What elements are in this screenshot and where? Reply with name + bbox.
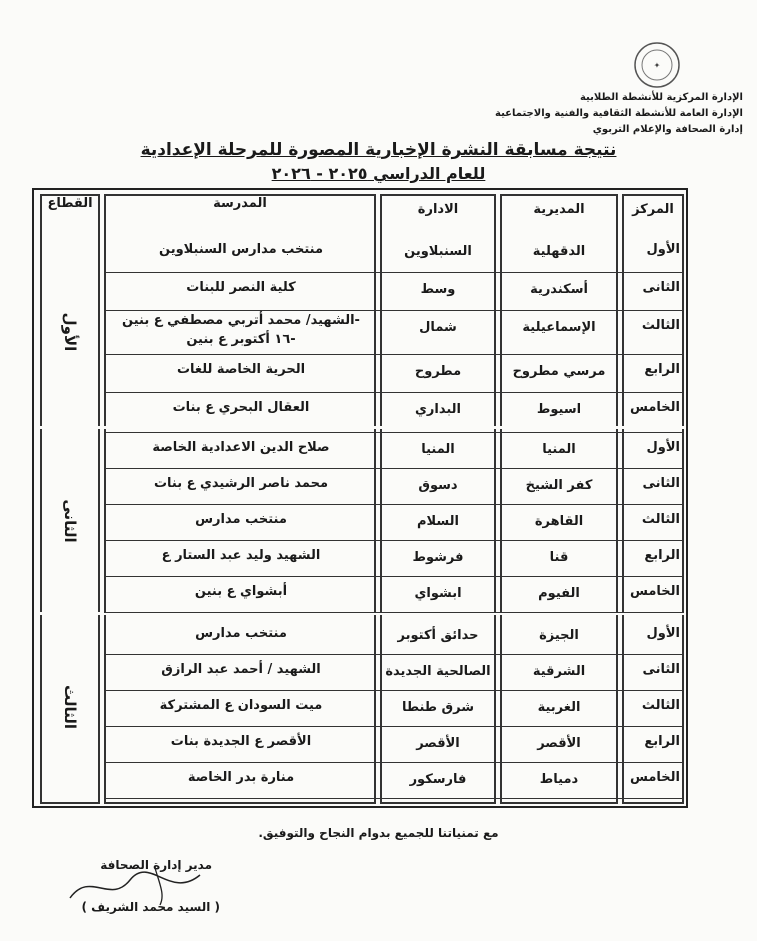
- cell-school: محمد ناصر الرشيدي ع بنات: [153, 476, 329, 491]
- cell-rank: الرابع: [644, 548, 680, 563]
- header-sector: القطاع: [47, 196, 93, 211]
- cell-rank: الثانى: [642, 280, 680, 295]
- header-administration: الادارة: [417, 202, 459, 217]
- cell-rank: الخامس: [629, 584, 680, 599]
- cell-rank: الثالث: [641, 512, 680, 527]
- org-line-2: الإدارة العامة للأنشطة الثقافية والفنية والاجتماعية: [495, 108, 743, 119]
- cell-directorate: القاهرة: [534, 514, 584, 529]
- header-school: المدرسة: [213, 196, 267, 211]
- cell-school: العقال البحري ع بنات: [172, 400, 310, 415]
- cell-school: أبشواي ع بنين: [194, 584, 288, 599]
- row-divider: [104, 654, 684, 655]
- header-rank: المركز: [632, 202, 674, 217]
- cell-administration: المنيا: [421, 442, 455, 457]
- cell-administration: السلام: [417, 514, 459, 529]
- cell-directorate: دمياط: [539, 772, 579, 787]
- cell-administration: دسوق: [418, 478, 458, 493]
- cell-administration: وسط: [420, 282, 456, 297]
- cell-administration: حدائق أكتوبر: [397, 628, 479, 643]
- cell-directorate: الأقصر: [537, 736, 581, 751]
- ministry-seal-logo: [632, 40, 682, 90]
- org-line-3: إدارة الصحافة والإعلام التربوي: [592, 124, 743, 135]
- cell-school: -الشهيد/ محمد أتربي مصطفي ع بنين: [122, 313, 360, 328]
- row-divider: [104, 612, 684, 613]
- cell-directorate: الإسماعيلية: [522, 320, 596, 335]
- cell-directorate: كفر الشيخ: [525, 478, 593, 493]
- cell-directorate: الدقهلية: [532, 244, 586, 259]
- cell-directorate: مرسي مطروح: [512, 364, 606, 379]
- cell-administration: السنبلاوين: [404, 244, 472, 259]
- cell-rank: الخامس: [629, 770, 680, 785]
- sector-separator: [34, 426, 686, 429]
- cell-rank: الأول: [646, 626, 680, 641]
- cell-school: الحرية الخاصة للغات: [176, 362, 306, 377]
- cell-rank: الثانى: [642, 662, 680, 677]
- cell-administration: مطروح: [414, 364, 462, 379]
- sector-label: الثانى: [61, 499, 79, 543]
- cell-administration: البداري: [414, 402, 461, 417]
- cell-rank: الخامس: [629, 400, 680, 415]
- row-divider: [104, 392, 684, 393]
- cell-school: الشهيد / أحمد عبد الرازق: [161, 662, 321, 677]
- svg-text:✦: ✦: [653, 61, 661, 70]
- row-divider: [104, 540, 684, 541]
- row-divider: [104, 272, 684, 273]
- cell-directorate: قنا: [549, 550, 569, 565]
- cell-school: صلاح الدين الاعدادية الخاصة: [152, 440, 330, 455]
- cell-rank: الرابع: [644, 734, 680, 749]
- cell-administration: الصالحية الجديدة: [385, 664, 491, 679]
- row-divider: [104, 468, 684, 469]
- document-title: نتيجة مسابقة النشرة الإخبارية المصورة للمرحلة الإعدادية: [140, 140, 617, 160]
- row-divider: [104, 432, 684, 433]
- cell-directorate: المنيا: [542, 442, 576, 457]
- cell-directorate: الغربية: [537, 700, 581, 715]
- cell-administration: فارسكور: [409, 772, 467, 787]
- cell-directorate: الجيزة: [539, 628, 579, 643]
- cell-rank: الثانى: [642, 476, 680, 491]
- row-divider: [104, 310, 684, 311]
- cell-school: منتخب مدارس السنبلاوين: [159, 242, 323, 257]
- cell-school: ميت السودان ع المشتركة: [159, 698, 323, 713]
- row-divider: [104, 504, 684, 505]
- cell-administration: الأقصر: [416, 736, 460, 751]
- cell-administration: ابشواي: [414, 586, 462, 601]
- cell-administration: شرق طنطا: [401, 700, 475, 715]
- cell-school: الأقصر ع الجديدة بنات: [170, 734, 312, 749]
- cell-directorate: أسكندرية: [530, 282, 588, 297]
- cell-rank: الأول: [646, 242, 680, 257]
- cell-rank: الثالث: [641, 698, 680, 713]
- academic-year: للعام الدراسي ٢٠٢٥ - ٢٠٢٦: [271, 164, 486, 183]
- org-line-1: الإدارة المركزية للأنشطة الطلابية: [579, 92, 743, 103]
- cell-school: منارة بدر الخاصة: [187, 770, 295, 785]
- row-divider: [104, 690, 684, 691]
- cell-rank: الثالث: [641, 318, 680, 333]
- cell-school-second-line: -١٦ أكتوبر ع بنين: [186, 332, 296, 347]
- cell-school: كلية النصر للبنات: [186, 280, 296, 295]
- row-divider: [104, 726, 684, 727]
- cell-directorate: الفيوم: [538, 586, 580, 601]
- organization-header: [483, 90, 743, 138]
- closing-wishes: مع تمنياتنا للجميع بدوام النجاح والتوفيق.: [258, 826, 499, 840]
- signatory-title: مدير إدارة الصحافة: [100, 858, 212, 872]
- cell-directorate: الشرقية: [532, 664, 586, 679]
- sector-label: الثالث: [61, 684, 79, 730]
- row-divider: [104, 354, 684, 355]
- results-table: [32, 188, 688, 808]
- cell-administration: فرشوط: [412, 550, 464, 565]
- row-divider: [104, 576, 684, 577]
- header-directorate: المديرية: [533, 202, 585, 217]
- row-divider: [104, 762, 684, 763]
- sector-label: الأول: [61, 312, 79, 352]
- signatory-name: ( السيد محمد الشريف ): [81, 900, 220, 914]
- row-divider: [104, 798, 684, 799]
- cell-school: منتخب مدارس: [195, 512, 287, 527]
- cell-administration: شمال: [419, 320, 457, 335]
- cell-rank: الأول: [646, 440, 680, 455]
- cell-school: الشهيد وليد عبد الستار ع: [161, 548, 321, 563]
- cell-directorate: اسيوط: [536, 402, 582, 417]
- cell-school: منتخب مدارس: [195, 626, 287, 641]
- cell-rank: الرابع: [644, 362, 680, 377]
